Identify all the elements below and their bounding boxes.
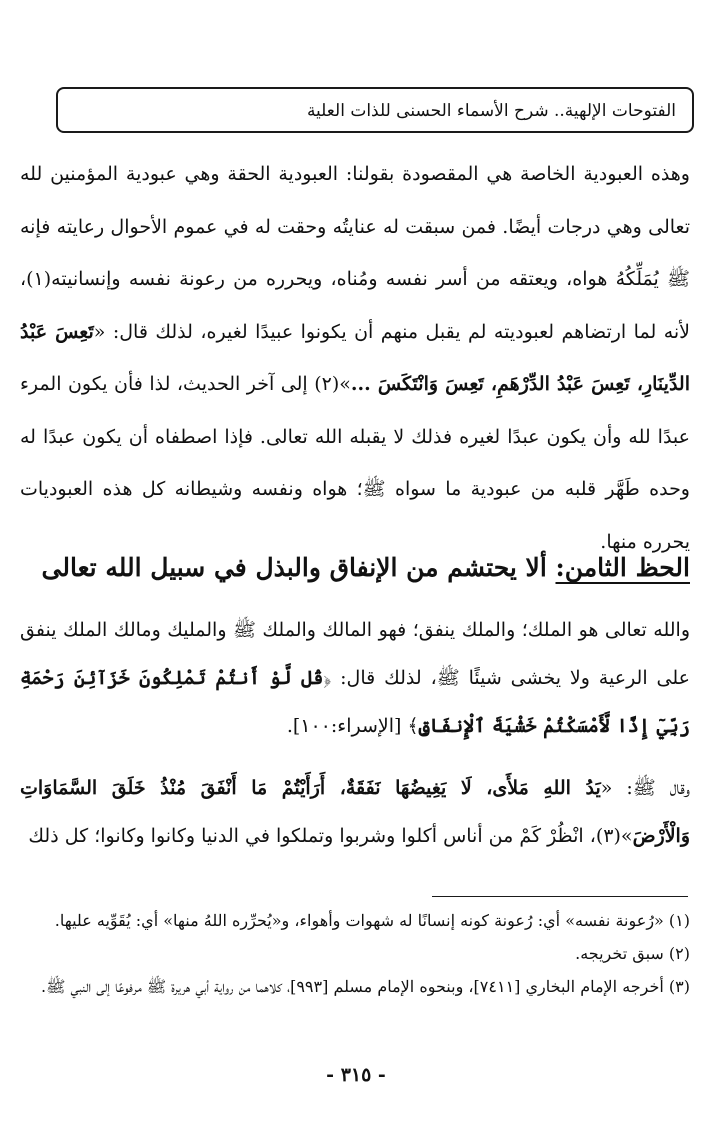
paragraph-1-text-before-hadith: وهذه العبودية الخاصة هي المقصودة بقولنا: العبودية الحقة وهي عبودية المؤمنين لله تعالى وهي درجات أيضًا. فمن سبقت له عنايتُه وحقت له في عموم الأحوال رعايته فإنه ﷺ يُمَلِّكُهُ هواه، ويعتقه من أسر نفسه ومُناه، ويحرره من رعونة نفسه وإنسانيته(١)، لأنه لما ارتضاهم لعبوديته لم يقبل منهم أن يكونوا عبيدًا لغيره، لذلك قال: « <box>20 163 690 343</box>
footnotes <box>20 904 690 1003</box>
section-heading <box>20 540 690 596</box>
hadith-quote: تَعِسَ عَبْدُ الدِّينَارِ، تَعِسَ عَبْدُ الدِّرْهَمِ، تَعِسَ وَانْتَكَسَ ... <box>20 320 690 395</box>
paragraph-1 <box>20 148 690 568</box>
quran-reference: ﴾ [الإسراء:١٠٠]. <box>286 715 419 737</box>
footnote-3: (٣) أخرجه الإمام البخاري [٧٤١١]، وبنحوه الإمام مسلم [٩٩٣]، كلاهما من رواية أبي هريرة ﷺ مرفوعًا إلى النبي ﷺ. <box>41 977 690 996</box>
header-title: الفتوحات الإلهية.. شرح الأسماء الحسنى للذات العلية <box>306 101 676 121</box>
footnote-1: (١) «رُعونة نفسه» أي: رُعونة كونه إنسانًا له شهوات وأهواء، و«يُحرِّره اللهُ منها» أي: يُقَوِّيه عليها. <box>54 911 690 930</box>
section-label: الحظ الثامن: <box>555 553 690 582</box>
paragraph-3-text-before-hadith: وقال ﷺ: « <box>600 777 690 799</box>
hadith-quote-2: يَدُ اللهِ مَلأَى، لَا يَغِيضُهَا نَفَقَةٌ، أَرَأَيْتُمْ مَا أَنْفَقَ مُنْذُ خَلَقَ السَّمَاوَاتِ وَالْأَرْضَ <box>20 777 690 847</box>
paragraph-3-text-after-hadith: »(٣)، انْظُرْ كَمْ من أناس أكلوا وشربوا وتملكوا في الدنيا وكانوا وكانوا؛ كل ذلك <box>28 825 633 847</box>
section-title-text: ألا يحتشم من الإنفاق والبذل في سبيل الله تعالى <box>41 553 547 582</box>
quran-verse: قُل لَّوْ أَنتُمْ تَمْلِكُونَ خَزَآئِنَ رَحْمَةِ رَبِّيٓ إِذًا لَّأَمْسَكْتُمْ خَشْيَةَ ٱلْإِنفَاقِ <box>20 667 690 737</box>
paragraph-2 <box>20 606 690 750</box>
paragraph-2-text-before-quran: والله تعالى هو الملك؛ والملك ينفق؛ فهو المالك والملك ﷺ والمليك ومالك الملك ينفق على الرعية ولا يخشى شيئًا ﷺ، لذلك قال: ﴿ <box>20 619 690 689</box>
footnote-divider <box>432 896 688 897</box>
paragraph-1-text-after-hadith: »(٢) إلى آخر الحديث، لذا فأن يكون المرء عبدًا لله وأن يكون عبدًا لغيره فذلك لا يقبله الله تعالى. فإذا اصطفاه أن يكون عبدًا له وحده طَهَّر قلبه من عبودية ما سواه ﷺ؛ هواه ونفسه وشيطانه كل هذه العبوديات يحرره منها. <box>20 373 690 553</box>
paragraph-3 <box>20 764 690 860</box>
footnote-2: (٢) سبق تخريجه. <box>575 944 690 963</box>
body-text-block-1 <box>20 148 690 568</box>
running-header <box>56 87 694 133</box>
page-number: - ٣١٥ - <box>326 1064 386 1086</box>
body-text-block-2 <box>20 606 690 860</box>
